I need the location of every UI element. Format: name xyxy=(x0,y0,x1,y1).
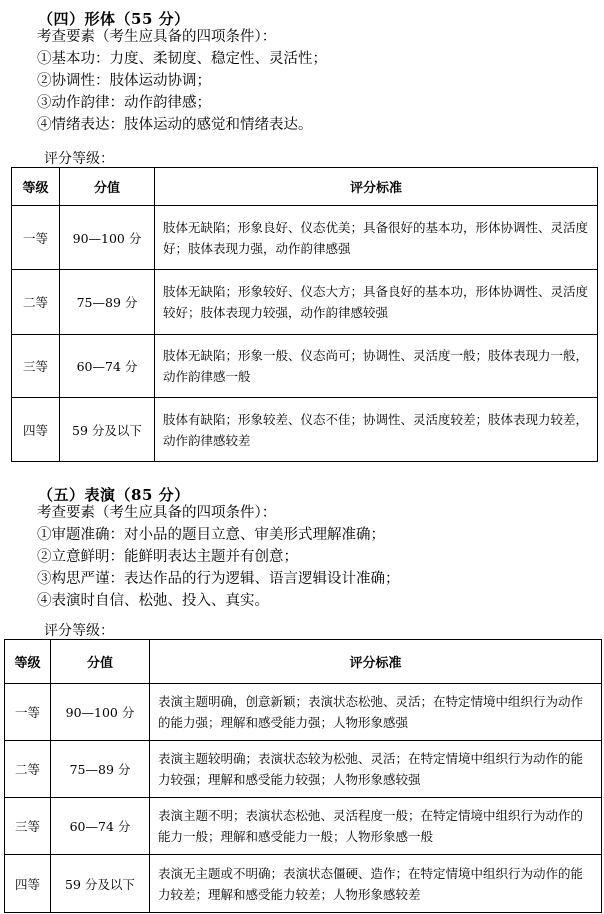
requirement-item: ②协调性：肢体运动协调； xyxy=(37,73,211,89)
level-cell: 一等 xyxy=(5,684,51,741)
level-cell: 四等 xyxy=(12,398,60,462)
requirement-item: ④表演时自信、松弛、投入、真实。 xyxy=(37,593,269,609)
table-row xyxy=(5,741,602,798)
requirement-item: ③动作韵律：动作韵律感； xyxy=(37,95,211,111)
level-cell: 一等 xyxy=(12,206,60,270)
score-cell: 90—100 分 xyxy=(60,206,155,270)
section-heading-physique: （四）形体（55 分） xyxy=(38,10,190,28)
requirement-intro: 考查要素（考生应具备的四项条件）： xyxy=(37,29,277,45)
header-level: 等级 xyxy=(5,640,51,684)
criteria-cell: 表演主题较明确；表演状态较为松弛、灵活；在特定情境中组织行为动作的能力较强；理解和感受能力较强；人物形象感较强 xyxy=(150,741,602,798)
score-cell: 59 分及以下 xyxy=(60,398,155,462)
score-cell: 60—74 分 xyxy=(51,798,150,855)
requirement-item: ①审题准确：对小品的题目立意、审美形式理解准确； xyxy=(37,527,385,543)
requirement-item: ①基本功：力度、柔韧度、稳定性、灵活性； xyxy=(37,51,327,67)
criteria-cell: 肢体无缺陷；形象一般、仪态尚可；协调性、灵活度一般；肢体表现力一般，动作韵律感一般 xyxy=(155,335,598,398)
table-row xyxy=(12,270,598,335)
score-cell: 75—89 分 xyxy=(51,741,150,798)
criteria-cell: 肢体无缺陷；形象良好、仪态优美；具备很好的基本功，形体协调性、灵活度好；肢体表现力强，动作韵律感强 xyxy=(155,206,598,270)
criteria-cell: 表演无主题或不明确；表演状态僵硬、造作；在特定情境中组织行为动作的能力较差；理解和感受能力较差；人物形象感较差 xyxy=(150,855,602,913)
header-criteria: 评分标准 xyxy=(155,168,598,206)
table-row xyxy=(5,798,602,855)
level-cell: 三等 xyxy=(5,798,51,855)
criteria-cell: 肢体无缺陷；形象较好、仪态大方；具备良好的基本功，形体协调性、灵活度较好；肢体表现力较强，动作韵律感较强 xyxy=(155,270,598,335)
header-score: 分值 xyxy=(60,168,155,206)
performance-grading-table xyxy=(4,639,602,913)
section-heading-performance: （五）表演（85 分） xyxy=(38,486,190,504)
grading-caption: 评分等级： xyxy=(44,623,114,639)
header-score: 分值 xyxy=(51,640,150,684)
criteria-cell: 表演主题不明；表演状态松弛、灵活程度一般；在特定情境中组织行为动作的能力一般；理解和感受能力一般；人物形象感一般 xyxy=(150,798,602,855)
requirement-item: ②立意鲜明：能鲜明表达主题并有创意； xyxy=(37,549,298,565)
grading-caption: 评分等级： xyxy=(44,151,114,167)
table-row xyxy=(5,855,602,913)
level-cell: 二等 xyxy=(12,270,60,335)
score-cell: 59 分及以下 xyxy=(51,855,150,913)
level-cell: 三等 xyxy=(12,335,60,398)
table-header-row xyxy=(5,640,602,684)
score-cell: 90—100 分 xyxy=(51,684,150,741)
table-row xyxy=(12,335,598,398)
criteria-cell: 肢体有缺陷；形象较差、仪态不佳；协调性、灵活度较差；肢体表现力较差，动作韵律感较差 xyxy=(155,398,598,462)
criteria-cell: 表演主题明确，创意新颖；表演状态松弛、灵活；在特定情境中组织行为动作的能力强；理解和感受能力强；人物形象感强 xyxy=(150,684,602,741)
header-criteria: 评分标准 xyxy=(150,640,602,684)
table-row xyxy=(12,206,598,270)
requirement-item: ④情绪表达：肢体运动的感觉和情绪表达。 xyxy=(37,117,313,133)
header-level: 等级 xyxy=(12,168,60,206)
table-row xyxy=(5,684,602,741)
physique-grading-table xyxy=(11,167,598,462)
physique-requirements xyxy=(37,26,327,136)
performance-requirements xyxy=(37,502,400,612)
level-cell: 四等 xyxy=(5,855,51,913)
requirement-intro: 考查要素（考生应具备的四项条件）： xyxy=(37,505,277,521)
score-cell: 60—74 分 xyxy=(60,335,155,398)
level-cell: 二等 xyxy=(5,741,51,798)
table-header-row xyxy=(12,168,598,206)
table-row xyxy=(12,398,598,462)
requirement-item: ③构思严谨：表达作品的行为逻辑、语言逻辑设计准确； xyxy=(37,571,400,587)
score-cell: 75—89 分 xyxy=(60,270,155,335)
